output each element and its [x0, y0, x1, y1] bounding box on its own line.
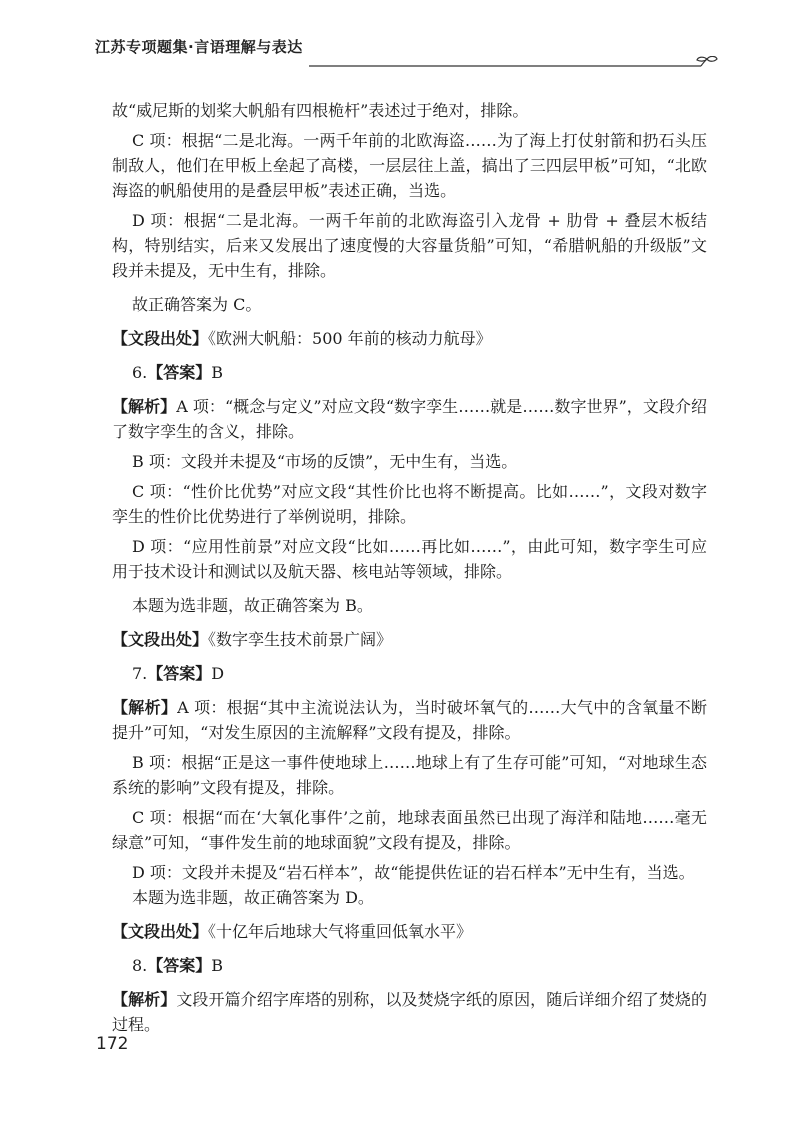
- answer-line: [112, 360, 707, 385]
- question-number: 8.: [132, 956, 148, 975]
- question-number: 7.: [132, 664, 148, 683]
- source-label: 【文段出处】: [112, 922, 209, 941]
- source-line: 【文段出处】《十亿年后地球大气将重回低氧水平》: [112, 922, 473, 941]
- answer-label: 【答案】: [147, 363, 212, 382]
- option-d-explanation: D 项：“应用性前景”对应文段“比如……再比如……”，由此可知，数字孪生可应用于技术设计和测试以及航天器、核电站等领域，排除。: [112, 537, 707, 581]
- option-b-explanation: B 项：文段并未提及“市场的反馈”，无中生有，当选。: [132, 452, 518, 471]
- source-line: 【文段出处】《欧洲大帆船：500 年前的核动力航母》: [112, 329, 492, 348]
- answer-line: [112, 661, 707, 686]
- question-number: 6.: [132, 363, 148, 382]
- analysis-paragraph: 【解析】文段开篇介绍字库塔的别称，以及焚烧字纸的原因，随后详细介绍了焚烧的过程。: [112, 990, 707, 1034]
- answer-explanations: [112, 98, 707, 1037]
- option-d-explanation: D 项：根据“二是北海。一两千年前的北欧海盗引入龙骨 + 肋骨 + 叠层木板结构，特别结实，后来又发展出了速度慢的大容量货船”可知，“希腊帆船的升级版”文段并未提及，无中生有，排除。: [112, 211, 707, 280]
- answer-line: [112, 953, 707, 978]
- analysis-paragraph: 【解析】A 项：“概念与定义”对应文段“数字孪生……就是……数字世界”，文段介绍了数字孪生的含义，排除。: [112, 397, 707, 441]
- answer-value: B: [211, 363, 224, 382]
- analysis-paragraph: 【解析】A 项：根据“其中主流说法认为，当时破坏氧气的……大气中的含氧量不断提升”可知，“对发生原因的主流解释”文段有提及，排除。: [112, 698, 707, 742]
- answer-label: 【答案】: [147, 956, 212, 975]
- option-c-explanation: C 项：根据“二是北海。一两千年前的北欧海盗……为了海上打仗射箭和扔石头压制敌人，他们在甲板上垒起了高楼，一层层往上盖，搞出了三四层甲板”可知，“北欧海盗的帆船使用的是叠层甲板”表述正确，当选。: [112, 131, 707, 200]
- source-label: 【文段出处】: [112, 329, 209, 348]
- conclusion: 本题为选非题，故正确答案为 B。: [132, 596, 373, 615]
- option-d-explanation: D 项：文段并未提及“岩石样本”，故“能提供佐证的岩石样本”无中生有，当选。: [132, 863, 695, 882]
- answer-label: 【答案】: [147, 664, 212, 683]
- page-number: 172: [96, 1034, 129, 1054]
- conclusion: 本题为选非题，故正确答案为 D。: [132, 888, 374, 907]
- sprout-icon: [697, 56, 717, 66]
- analysis-label: 【解析】: [112, 698, 178, 717]
- option-c-explanation: C 项：“性价比优势”对应文段“其性价比也将不断提高。比如……”，文段对数字孪生的性价比优势进行了举例说明，排除。: [112, 482, 707, 526]
- source-line: 【文段出处】《数字孪生技术前景广阔》: [112, 630, 393, 649]
- paragraph: 故“威尼斯的划桨大帆船有四根桅杆”表述过于绝对，排除。: [112, 101, 529, 120]
- source-label: 【文段出处】: [112, 630, 209, 649]
- answer-value: D: [211, 664, 225, 683]
- header-title: 江苏专项题集·言语理解与表达: [95, 38, 303, 56]
- analysis-label: 【解析】: [112, 990, 177, 1009]
- running-header: [95, 34, 720, 70]
- option-c-explanation: C 项：根据“而在‘大氧化事件’之前，地球表面虽然已出现了海洋和陆地……毫无绿意”可知，“事件发生前的地球面貌”文段有提及，排除。: [112, 808, 707, 852]
- option-b-explanation: B 项：根据“正是这一事件使地球上……地球上有了生存可能”可知，“对地球生态系统的影响”文段有提及，排除。: [112, 753, 707, 797]
- conclusion: 故正确答案为 C。: [132, 295, 262, 314]
- header-rule: [95, 56, 720, 74]
- answer-value: B: [211, 956, 224, 975]
- analysis-label: 【解析】: [112, 397, 177, 416]
